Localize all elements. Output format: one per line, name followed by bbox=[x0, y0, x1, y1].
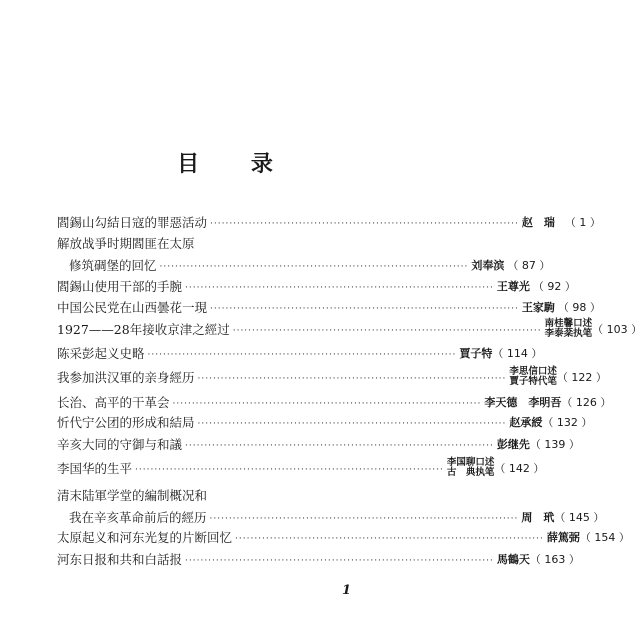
dot-leader: ················································································ bbox=[210, 304, 519, 314]
page-title: 目 录 bbox=[177, 152, 295, 177]
author-line-1: 南桂馨口述 bbox=[544, 318, 593, 329]
toc-entry bbox=[57, 457, 545, 478]
toc-entry-title: 解放战爭时期閻匪在太原 bbox=[57, 236, 195, 251]
toc-entry-author: 王家駒 bbox=[521, 301, 555, 314]
toc-entry-author bbox=[545, 319, 593, 339]
toc-entry-page: （ 122 ） bbox=[556, 371, 607, 384]
toc-entry bbox=[57, 318, 642, 339]
toc-entry-author: 馬鶴天 bbox=[496, 553, 530, 566]
dot-leader: ················································································ bbox=[147, 350, 457, 360]
toc-entry-title: 清末陆軍学堂的編制概况和 bbox=[57, 488, 208, 503]
toc-entry bbox=[57, 412, 593, 432]
author-line-2: 李泰棻执笔 bbox=[544, 328, 593, 339]
toc-entry-page: （ 98 ） bbox=[557, 301, 601, 314]
dot-leader: ················································································ bbox=[159, 262, 469, 272]
toc-entry-author: 薛篤弼 bbox=[546, 531, 580, 544]
toc-entry-title: 1927——28年接收京津之經过 bbox=[57, 322, 230, 337]
toc-entry bbox=[57, 297, 601, 317]
toc-entry-author: 刘奉滨 bbox=[471, 259, 505, 272]
toc-entry bbox=[57, 392, 612, 412]
toc-entry-author bbox=[509, 367, 557, 387]
toc-entry bbox=[57, 527, 630, 547]
toc-entry bbox=[57, 366, 607, 387]
toc-entry-title: 忻代宁公团的形成和結局 bbox=[57, 415, 195, 430]
toc-entry-page: （ 154 ） bbox=[579, 531, 630, 544]
toc-entry bbox=[57, 434, 580, 454]
toc-entry-author bbox=[447, 458, 495, 478]
author-line-1: 李国聊口述 bbox=[446, 457, 495, 468]
dot-leader: ················································································ bbox=[210, 219, 519, 229]
dot-leader: ················································································ bbox=[185, 556, 494, 566]
toc-entry bbox=[57, 255, 551, 275]
toc-entry-author: 彭继先 bbox=[496, 438, 530, 451]
author-line-1: 李思信口述 bbox=[509, 366, 557, 377]
toc-entry bbox=[57, 276, 576, 296]
toc-entry-title: 閻錫山勾結日寇的罪惡活动 bbox=[57, 215, 208, 230]
toc-entry-page: （ 126 ） bbox=[561, 396, 612, 409]
dot-leader: ················································································ bbox=[172, 399, 482, 409]
toc-entry-author: 王尊光 bbox=[496, 280, 530, 293]
toc-entry-author: 赵承綬 bbox=[509, 416, 543, 429]
toc-entry bbox=[57, 549, 580, 569]
dot-leader: ················································································ bbox=[232, 326, 542, 336]
toc-entry-page: （ 163 ） bbox=[529, 553, 580, 566]
toc-entry bbox=[57, 343, 543, 363]
toc-entry-page: （ 132 ） bbox=[542, 416, 593, 429]
dot-leader: ················································································ bbox=[185, 283, 494, 293]
toc-entry-page: （ 103 ） bbox=[592, 323, 642, 336]
toc-entry-page: （ 1 ） bbox=[564, 216, 601, 229]
toc-entry-page: （ 87 ） bbox=[507, 259, 551, 272]
toc-entry-title: 我参加洪汉軍的亲身經历 bbox=[57, 370, 195, 385]
toc-entry-author: 赵 瑞 bbox=[521, 216, 555, 229]
dot-leader: ················································································ bbox=[235, 534, 544, 544]
author-line-2: 古 典执笔 bbox=[446, 467, 495, 478]
toc-entry-title: 辛亥大同的守御与和議 bbox=[57, 437, 183, 452]
dot-leader: ················································································ bbox=[185, 441, 494, 451]
dot-leader: ················································································ bbox=[209, 514, 519, 524]
toc-entry-page: （ 145 ） bbox=[554, 511, 605, 524]
author-line-2: 賈子特代笔 bbox=[509, 376, 557, 387]
toc-entry-title: 陈采彭起义史略 bbox=[57, 346, 145, 361]
toc-entry-page: （ 139 ） bbox=[529, 438, 580, 451]
toc-entry bbox=[57, 507, 605, 527]
toc-entry-author: 李天德 李明吾 bbox=[484, 396, 562, 409]
toc-entry-author: 賈子特 bbox=[459, 347, 493, 360]
toc-entry bbox=[57, 233, 412, 253]
toc-entry-title: 修筑碉堡的回忆 bbox=[69, 258, 157, 273]
toc-entry-title: 中国公民党在山西曇花一現 bbox=[57, 300, 208, 315]
toc-entry-title: 李国华的生平 bbox=[57, 461, 133, 476]
toc-entry-page: （ 142 ） bbox=[494, 462, 545, 475]
toc-entry bbox=[57, 212, 601, 232]
page-number: 1 bbox=[342, 583, 352, 598]
toc-entry-page: （ 92 ） bbox=[532, 280, 576, 293]
toc-entry-title: 长治、高平的干革会 bbox=[57, 395, 170, 410]
toc-entry-title: 我在辛亥革命前后的經历 bbox=[69, 510, 207, 525]
toc-entry-page: （ 114 ） bbox=[492, 347, 543, 360]
dot-leader: ················································································ bbox=[135, 465, 444, 475]
toc-entry-title: 太原起义和河东光复的片断回忆 bbox=[57, 530, 233, 545]
toc-entry-title: 河东日报和共和白話报 bbox=[57, 552, 183, 567]
toc-entry-title: 閻錫山使用干部的手腕 bbox=[57, 279, 183, 294]
toc-entry-author: 周 玳 bbox=[521, 511, 555, 524]
dot-leader: ················································································ bbox=[197, 419, 507, 429]
dot-leader: ················································································ bbox=[197, 374, 507, 384]
toc-entry bbox=[57, 485, 412, 505]
